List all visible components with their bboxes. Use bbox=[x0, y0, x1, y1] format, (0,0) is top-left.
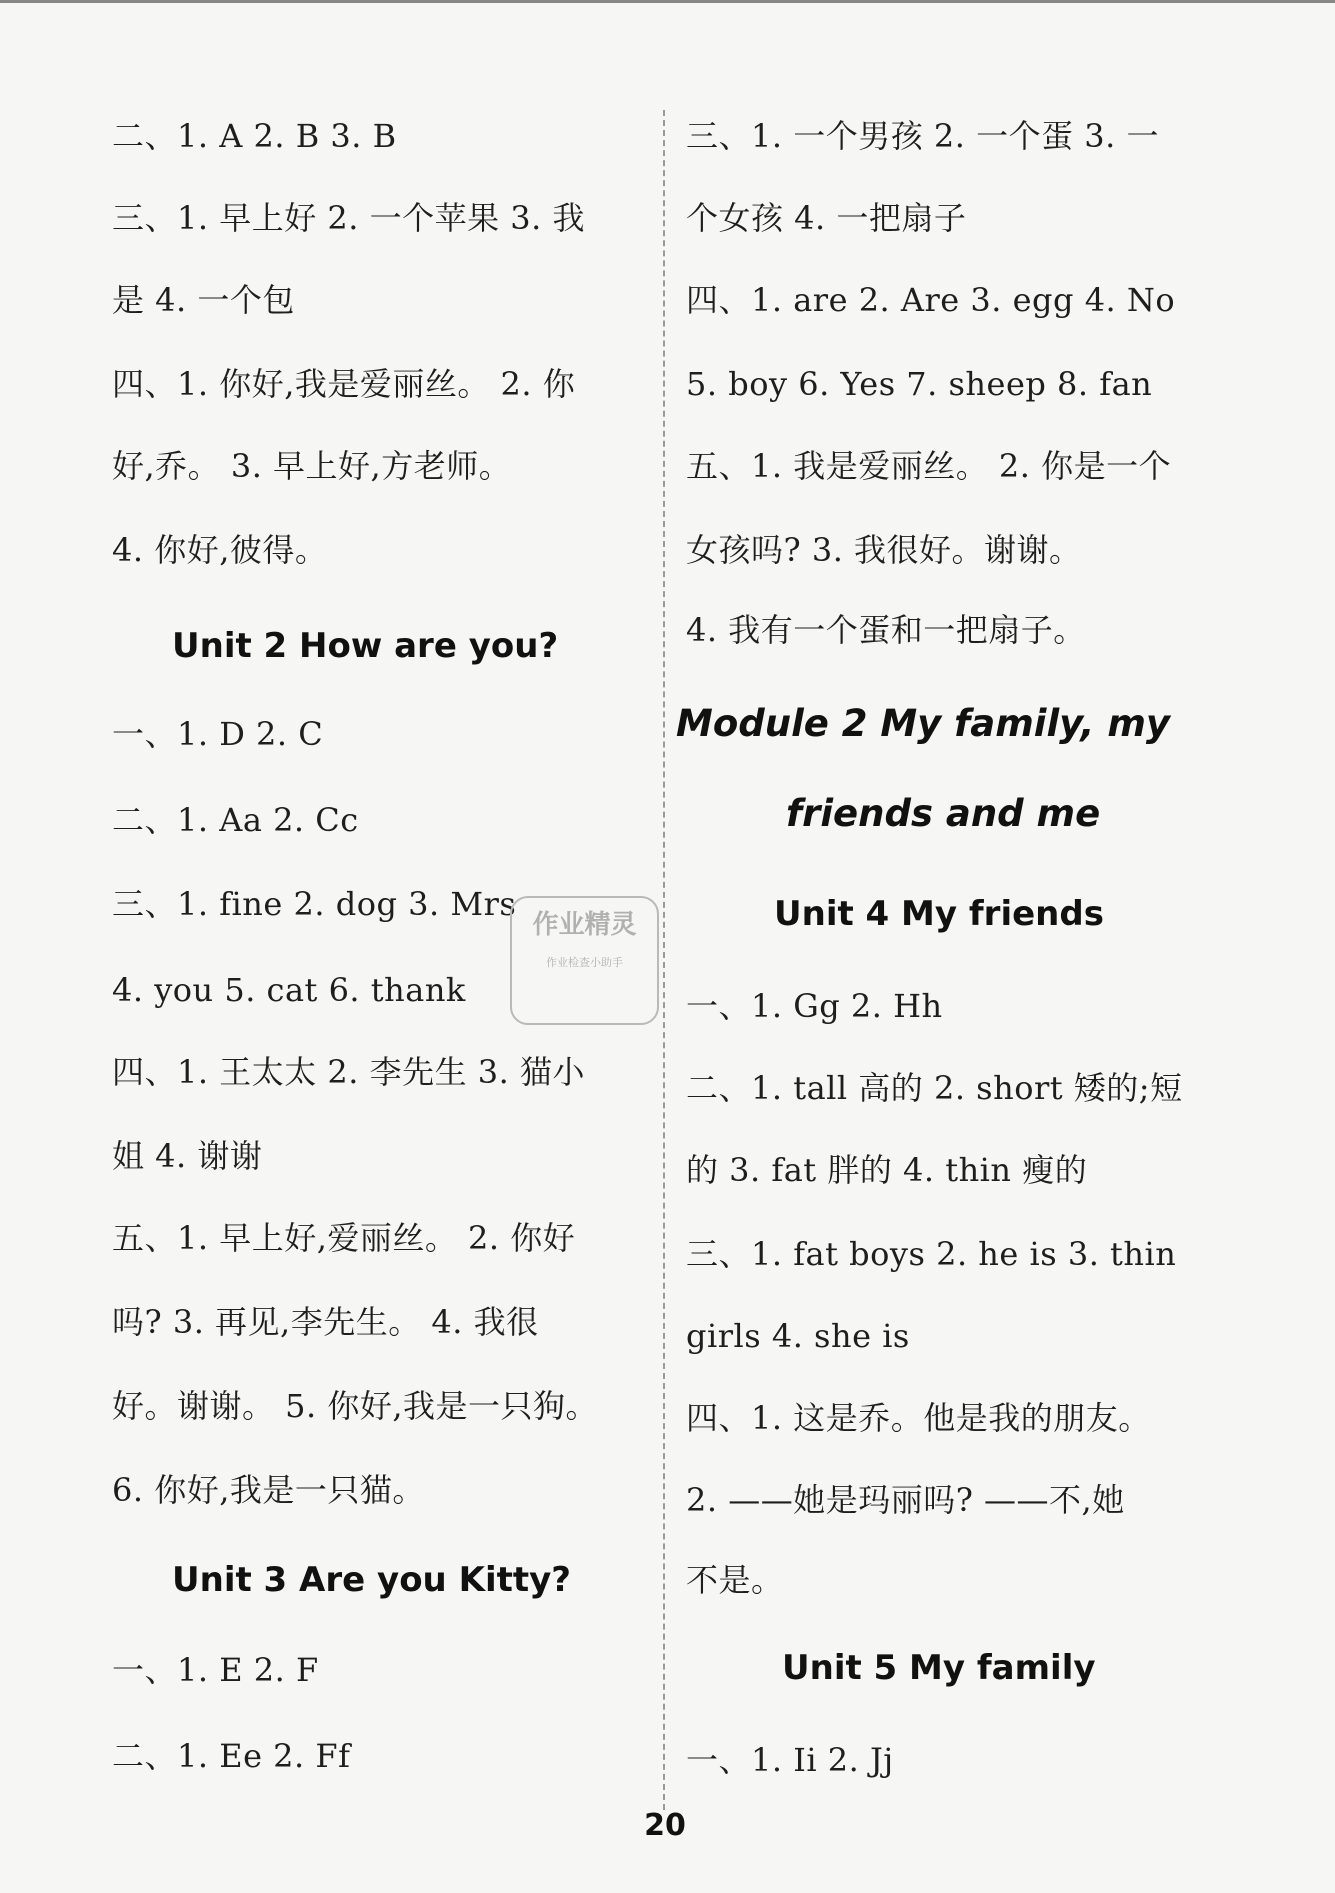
answer-line: 三、1. fine 2. dog 3. Mrs bbox=[112, 885, 517, 923]
answer-line: 一、1. E 2. F bbox=[112, 1651, 319, 1689]
answer-line: 姐 4. 谢谢 bbox=[112, 1137, 263, 1175]
answer-line: 一、1. Ii 2. Jj bbox=[686, 1741, 894, 1779]
stamp-title: 作业精灵 bbox=[532, 910, 637, 940]
answer-line: 4. 我有一个蛋和一把扇子。 bbox=[686, 611, 1086, 649]
answer-line: 四、1. are 2. Are 3. egg 4. No bbox=[686, 281, 1176, 319]
answer-line: 6. 你好,我是一只猫。 bbox=[112, 1471, 425, 1509]
answer-line: 四、1. 王太太 2. 李先生 3. 猫小 bbox=[112, 1053, 585, 1091]
unit-heading: Unit 5 My family bbox=[782, 1648, 1096, 1688]
stamp-caption: 作业检查小助手 bbox=[546, 956, 623, 969]
answer-line: 个女孩 4. 一把扇子 bbox=[686, 199, 967, 237]
module-heading: Module 2 My family, my bbox=[676, 702, 1171, 745]
column-divider bbox=[663, 110, 665, 1810]
answer-line: 5. boy 6. Yes 7. sheep 8. fan bbox=[686, 365, 1153, 403]
page-top-edge bbox=[0, 0, 1335, 3]
answer-line: 女孩吗? 3. 我很好。谢谢。 bbox=[686, 531, 1082, 569]
answer-line: 一、1. Gg 2. Hh bbox=[686, 987, 943, 1025]
answer-line: 二、1. tall 高的 2. short 矮的;短 bbox=[686, 1069, 1183, 1107]
watermark-stamp bbox=[510, 896, 659, 1025]
unit-heading: Unit 4 My friends bbox=[774, 894, 1104, 934]
answer-line: 二、1. Aa 2. Cc bbox=[112, 801, 359, 839]
answer-line: 好。谢谢。 5. 你好,我是一只狗。 bbox=[112, 1387, 599, 1425]
page-number: 20 bbox=[644, 1808, 686, 1843]
answer-line: 不是。 bbox=[686, 1561, 784, 1599]
answer-line: 是 4. 一个包 bbox=[112, 281, 295, 319]
answer-line: 三、1. 早上好 2. 一个苹果 3. 我 bbox=[112, 199, 585, 237]
answer-line: 的 3. fat 胖的 4. thin 瘦的 bbox=[686, 1151, 1088, 1189]
unit-heading: Unit 3 Are you Kitty? bbox=[172, 1560, 571, 1600]
answer-line: 二、1. Ee 2. Ff bbox=[112, 1737, 351, 1775]
answer-line: 四、1. 这是乔。他是我的朋友。 bbox=[686, 1399, 1151, 1437]
answer-line: 吗? 3. 再见,李先生。 4. 我很 bbox=[112, 1303, 539, 1341]
answer-line: 一、1. D 2. C bbox=[112, 715, 324, 753]
answer-line: 五、1. 我是爱丽丝。 2. 你是一个 bbox=[686, 447, 1172, 485]
answer-line: girls 4. she is bbox=[686, 1317, 910, 1355]
answer-line: 三、1. 一个男孩 2. 一个蛋 3. 一 bbox=[686, 117, 1159, 155]
answer-line: 2. ——她是玛丽吗? ——不,她 bbox=[686, 1481, 1125, 1519]
answer-line: 三、1. fat boys 2. he is 3. thin bbox=[686, 1235, 1177, 1273]
answer-line: 四、1. 你好,我是爱丽丝。 2. 你 bbox=[112, 365, 576, 403]
unit-heading: Unit 2 How are you? bbox=[172, 626, 559, 666]
answer-line: 4. 你好,彼得。 bbox=[112, 531, 328, 569]
answer-line: 二、1. A 2. B 3. B bbox=[112, 117, 397, 155]
module-heading: friends and me bbox=[786, 792, 1101, 835]
answer-line: 4. you 5. cat 6. thank bbox=[112, 971, 466, 1009]
answer-line: 好,乔。 3. 早上好,方老师。 bbox=[112, 447, 512, 485]
answer-line: 五、1. 早上好,爱丽丝。 2. 你好 bbox=[112, 1219, 576, 1257]
